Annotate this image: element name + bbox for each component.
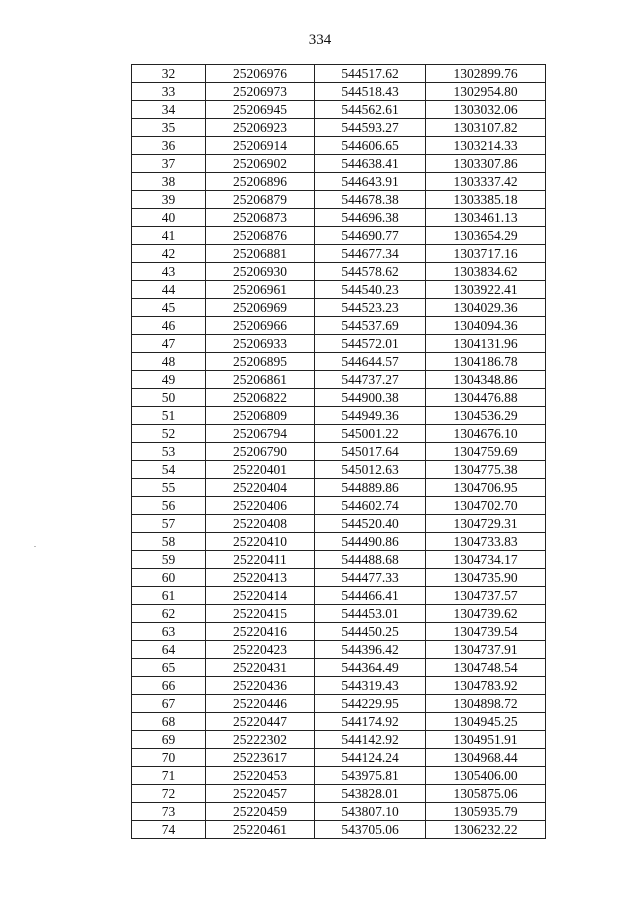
table-row <box>132 173 546 191</box>
y-coordinate-cell: 1304536.29 <box>426 407 546 425</box>
y-coordinate-cell: 1304775.38 <box>426 461 546 479</box>
x-coordinate-cell: 544517.62 <box>315 65 426 83</box>
y-coordinate-cell: 1304476.88 <box>426 389 546 407</box>
y-coordinate-cell: 1303107.82 <box>426 119 546 137</box>
table-row <box>132 245 546 263</box>
x-coordinate-cell: 544540.23 <box>315 281 426 299</box>
point-id-cell: 25220413 <box>206 569 315 587</box>
table-row <box>132 659 546 677</box>
point-id-cell: 25206873 <box>206 209 315 227</box>
y-coordinate-cell: 1304748.54 <box>426 659 546 677</box>
y-coordinate-cell: 1304739.62 <box>426 605 546 623</box>
table-row <box>132 263 546 281</box>
x-coordinate-cell: 545012.63 <box>315 461 426 479</box>
point-id-cell: 25206945 <box>206 101 315 119</box>
y-coordinate-cell: 1303307.86 <box>426 155 546 173</box>
y-coordinate-cell: 1304733.83 <box>426 533 546 551</box>
point-id-cell: 25206923 <box>206 119 315 137</box>
row-number-cell: 71 <box>132 767 206 785</box>
point-id-cell: 25206902 <box>206 155 315 173</box>
row-number-cell: 42 <box>132 245 206 263</box>
x-coordinate-cell: 544396.42 <box>315 641 426 659</box>
y-coordinate-cell: 1304094.36 <box>426 317 546 335</box>
row-number-cell: 59 <box>132 551 206 569</box>
x-coordinate-cell: 544949.36 <box>315 407 426 425</box>
row-number-cell: 32 <box>132 65 206 83</box>
scan-speck <box>34 546 36 547</box>
row-number-cell: 50 <box>132 389 206 407</box>
x-coordinate-cell: 544737.27 <box>315 371 426 389</box>
point-id-cell: 25220446 <box>206 695 315 713</box>
row-number-cell: 51 <box>132 407 206 425</box>
point-id-cell: 25223617 <box>206 749 315 767</box>
table-row <box>132 317 546 335</box>
row-number-cell: 48 <box>132 353 206 371</box>
y-coordinate-cell: 1304739.54 <box>426 623 546 641</box>
row-number-cell: 34 <box>132 101 206 119</box>
row-number-cell: 36 <box>132 137 206 155</box>
row-number-cell: 62 <box>132 605 206 623</box>
table-row <box>132 443 546 461</box>
x-coordinate-cell: 544364.49 <box>315 659 426 677</box>
y-coordinate-cell: 1303032.06 <box>426 101 546 119</box>
x-coordinate-cell: 544490.86 <box>315 533 426 551</box>
x-coordinate-cell: 544643.91 <box>315 173 426 191</box>
y-coordinate-cell: 1304348.86 <box>426 371 546 389</box>
table-row <box>132 155 546 173</box>
x-coordinate-cell: 544319.43 <box>315 677 426 695</box>
row-number-cell: 55 <box>132 479 206 497</box>
x-coordinate-cell: 543705.06 <box>315 821 426 839</box>
table-row <box>132 335 546 353</box>
x-coordinate-cell: 544450.25 <box>315 623 426 641</box>
row-number-cell: 38 <box>132 173 206 191</box>
point-id-cell: 25206809 <box>206 407 315 425</box>
y-coordinate-cell: 1304951.91 <box>426 731 546 749</box>
table-row <box>132 821 546 839</box>
row-number-cell: 54 <box>132 461 206 479</box>
y-coordinate-cell: 1303922.41 <box>426 281 546 299</box>
table-row <box>132 479 546 497</box>
table-row <box>132 461 546 479</box>
x-coordinate-cell: 544520.40 <box>315 515 426 533</box>
row-number-cell: 58 <box>132 533 206 551</box>
point-id-cell: 25220406 <box>206 497 315 515</box>
table-row <box>132 569 546 587</box>
y-coordinate-cell: 1304945.25 <box>426 713 546 731</box>
x-coordinate-cell: 544578.62 <box>315 263 426 281</box>
table-row <box>132 767 546 785</box>
y-coordinate-cell: 1303717.16 <box>426 245 546 263</box>
row-number-cell: 70 <box>132 749 206 767</box>
table-row <box>132 65 546 83</box>
x-coordinate-cell: 544523.23 <box>315 299 426 317</box>
table-row <box>132 425 546 443</box>
y-coordinate-cell: 1303337.42 <box>426 173 546 191</box>
y-coordinate-cell: 1303834.62 <box>426 263 546 281</box>
point-id-cell: 25220416 <box>206 623 315 641</box>
point-id-cell: 25206879 <box>206 191 315 209</box>
row-number-cell: 65 <box>132 659 206 677</box>
x-coordinate-cell: 545017.64 <box>315 443 426 461</box>
x-coordinate-cell: 544229.95 <box>315 695 426 713</box>
point-id-cell: 25206969 <box>206 299 315 317</box>
table-row <box>132 551 546 569</box>
row-number-cell: 37 <box>132 155 206 173</box>
y-coordinate-cell: 1304131.96 <box>426 335 546 353</box>
table-row <box>132 605 546 623</box>
y-coordinate-cell: 1306232.22 <box>426 821 546 839</box>
row-number-cell: 67 <box>132 695 206 713</box>
table-row <box>132 803 546 821</box>
page-number: 334 <box>308 32 332 48</box>
row-number-cell: 64 <box>132 641 206 659</box>
point-id-cell: 25222302 <box>206 731 315 749</box>
x-coordinate-cell: 544606.65 <box>315 137 426 155</box>
row-number-cell: 35 <box>132 119 206 137</box>
point-id-cell: 25220423 <box>206 641 315 659</box>
table-row <box>132 515 546 533</box>
y-coordinate-cell: 1304706.95 <box>426 479 546 497</box>
y-coordinate-cell: 1302899.76 <box>426 65 546 83</box>
point-id-cell: 25206976 <box>206 65 315 83</box>
x-coordinate-cell: 544477.33 <box>315 569 426 587</box>
y-coordinate-cell: 1304734.17 <box>426 551 546 569</box>
y-coordinate-cell: 1304898.72 <box>426 695 546 713</box>
table-row <box>132 119 546 137</box>
row-number-cell: 61 <box>132 587 206 605</box>
row-number-cell: 33 <box>132 83 206 101</box>
point-id-cell: 25220415 <box>206 605 315 623</box>
row-number-cell: 66 <box>132 677 206 695</box>
row-number-cell: 72 <box>132 785 206 803</box>
point-id-cell: 25206961 <box>206 281 315 299</box>
point-id-cell: 25206876 <box>206 227 315 245</box>
point-id-cell: 25206933 <box>206 335 315 353</box>
row-number-cell: 74 <box>132 821 206 839</box>
table-row <box>132 353 546 371</box>
x-coordinate-cell: 544518.43 <box>315 83 426 101</box>
x-coordinate-cell: 544677.34 <box>315 245 426 263</box>
x-coordinate-cell: 544900.38 <box>315 389 426 407</box>
y-coordinate-cell: 1304759.69 <box>426 443 546 461</box>
x-coordinate-cell: 544466.41 <box>315 587 426 605</box>
table-row <box>132 209 546 227</box>
table-row <box>132 587 546 605</box>
x-coordinate-cell: 544572.01 <box>315 335 426 353</box>
coordinates-table <box>131 64 546 839</box>
table-row <box>132 497 546 515</box>
point-id-cell: 25220447 <box>206 713 315 731</box>
table-row <box>132 623 546 641</box>
x-coordinate-cell: 544142.92 <box>315 731 426 749</box>
x-coordinate-cell: 545001.22 <box>315 425 426 443</box>
point-id-cell: 25206896 <box>206 173 315 191</box>
x-coordinate-cell: 544602.74 <box>315 497 426 515</box>
y-coordinate-cell: 1305875.06 <box>426 785 546 803</box>
y-coordinate-cell: 1304737.57 <box>426 587 546 605</box>
point-id-cell: 25220436 <box>206 677 315 695</box>
row-number-cell: 46 <box>132 317 206 335</box>
x-coordinate-cell: 543828.01 <box>315 785 426 803</box>
table-row <box>132 389 546 407</box>
x-coordinate-cell: 544696.38 <box>315 209 426 227</box>
point-id-cell: 25220461 <box>206 821 315 839</box>
point-id-cell: 25206895 <box>206 353 315 371</box>
x-coordinate-cell: 544562.61 <box>315 101 426 119</box>
point-id-cell: 25220457 <box>206 785 315 803</box>
table-row <box>132 407 546 425</box>
row-number-cell: 68 <box>132 713 206 731</box>
point-id-cell: 25206914 <box>206 137 315 155</box>
row-number-cell: 45 <box>132 299 206 317</box>
row-number-cell: 63 <box>132 623 206 641</box>
y-coordinate-cell: 1304737.91 <box>426 641 546 659</box>
point-id-cell: 25220408 <box>206 515 315 533</box>
y-coordinate-cell: 1304729.31 <box>426 515 546 533</box>
coordinates-table-body <box>132 65 546 839</box>
table-row <box>132 299 546 317</box>
x-coordinate-cell: 544537.69 <box>315 317 426 335</box>
row-number-cell: 57 <box>132 515 206 533</box>
x-coordinate-cell: 544638.41 <box>315 155 426 173</box>
y-coordinate-cell: 1304676.10 <box>426 425 546 443</box>
table-row <box>132 83 546 101</box>
table-row <box>132 533 546 551</box>
x-coordinate-cell: 544124.24 <box>315 749 426 767</box>
point-id-cell: 25206861 <box>206 371 315 389</box>
y-coordinate-cell: 1303385.18 <box>426 191 546 209</box>
y-coordinate-cell: 1304968.44 <box>426 749 546 767</box>
point-id-cell: 25220410 <box>206 533 315 551</box>
table-row <box>132 677 546 695</box>
row-number-cell: 69 <box>132 731 206 749</box>
y-coordinate-cell: 1305935.79 <box>426 803 546 821</box>
table-row <box>132 641 546 659</box>
table-row <box>132 785 546 803</box>
point-id-cell: 25220453 <box>206 767 315 785</box>
table-row <box>132 101 546 119</box>
row-number-cell: 73 <box>132 803 206 821</box>
x-coordinate-cell: 543975.81 <box>315 767 426 785</box>
point-id-cell: 25206794 <box>206 425 315 443</box>
row-number-cell: 49 <box>132 371 206 389</box>
x-coordinate-cell: 544593.27 <box>315 119 426 137</box>
table-row <box>132 731 546 749</box>
row-number-cell: 60 <box>132 569 206 587</box>
point-id-cell: 25220459 <box>206 803 315 821</box>
y-coordinate-cell: 1302954.80 <box>426 83 546 101</box>
y-coordinate-cell: 1304783.92 <box>426 677 546 695</box>
table-row <box>132 695 546 713</box>
row-number-cell: 53 <box>132 443 206 461</box>
row-number-cell: 41 <box>132 227 206 245</box>
table-row <box>132 137 546 155</box>
table-row <box>132 371 546 389</box>
table-row <box>132 191 546 209</box>
row-number-cell: 40 <box>132 209 206 227</box>
point-id-cell: 25206881 <box>206 245 315 263</box>
point-id-cell: 25220414 <box>206 587 315 605</box>
y-coordinate-cell: 1305406.00 <box>426 767 546 785</box>
table-row <box>132 713 546 731</box>
row-number-cell: 56 <box>132 497 206 515</box>
x-coordinate-cell: 544644.57 <box>315 353 426 371</box>
y-coordinate-cell: 1304029.36 <box>426 299 546 317</box>
x-coordinate-cell: 543807.10 <box>315 803 426 821</box>
point-id-cell: 25220404 <box>206 479 315 497</box>
x-coordinate-cell: 544488.68 <box>315 551 426 569</box>
y-coordinate-cell: 1304735.90 <box>426 569 546 587</box>
point-id-cell: 25220411 <box>206 551 315 569</box>
table-row <box>132 749 546 767</box>
point-id-cell: 25206822 <box>206 389 315 407</box>
y-coordinate-cell: 1304702.70 <box>426 497 546 515</box>
x-coordinate-cell: 544453.01 <box>315 605 426 623</box>
point-id-cell: 25206790 <box>206 443 315 461</box>
point-id-cell: 25206930 <box>206 263 315 281</box>
row-number-cell: 44 <box>132 281 206 299</box>
y-coordinate-cell: 1303461.13 <box>426 209 546 227</box>
y-coordinate-cell: 1304186.78 <box>426 353 546 371</box>
point-id-cell: 25206966 <box>206 317 315 335</box>
table-row <box>132 281 546 299</box>
row-number-cell: 43 <box>132 263 206 281</box>
y-coordinate-cell: 1303214.33 <box>426 137 546 155</box>
x-coordinate-cell: 544690.77 <box>315 227 426 245</box>
row-number-cell: 47 <box>132 335 206 353</box>
x-coordinate-cell: 544889.86 <box>315 479 426 497</box>
table-row <box>132 227 546 245</box>
row-number-cell: 52 <box>132 425 206 443</box>
point-id-cell: 25220431 <box>206 659 315 677</box>
y-coordinate-cell: 1303654.29 <box>426 227 546 245</box>
point-id-cell: 25220401 <box>206 461 315 479</box>
row-number-cell: 39 <box>132 191 206 209</box>
x-coordinate-cell: 544678.38 <box>315 191 426 209</box>
point-id-cell: 25206973 <box>206 83 315 101</box>
x-coordinate-cell: 544174.92 <box>315 713 426 731</box>
